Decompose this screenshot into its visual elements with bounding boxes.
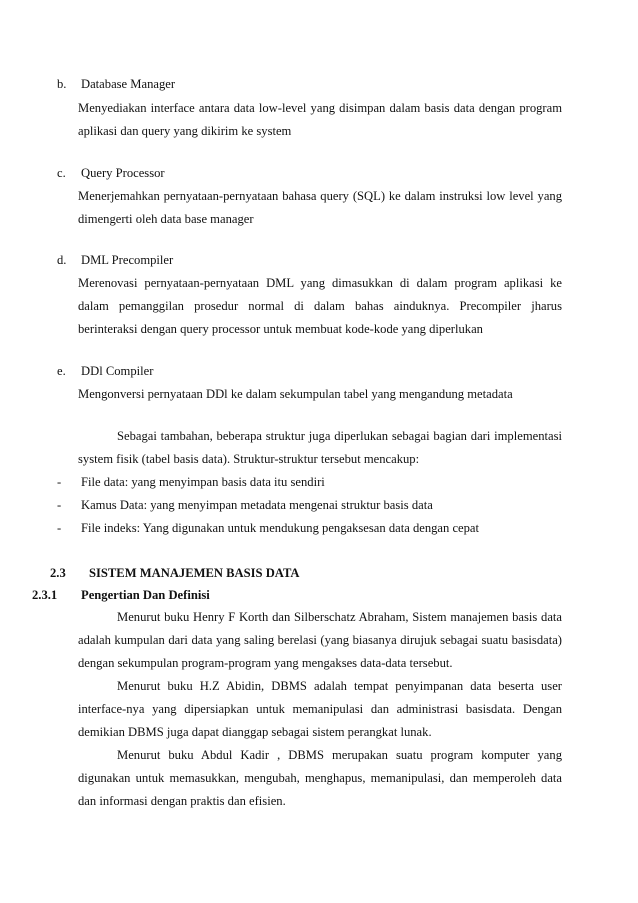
intro-line-2: system fisik (tabel basis data). Struktur-struktur tersebut mencakup:: [78, 452, 420, 466]
item-b-letter: b.: [57, 77, 67, 91]
paragraph-1-line-1: Menurut buku Henry F Korth dan Silberschatz Abraham, Sistem manajemen basis data: [117, 610, 562, 624]
bullet-mark: -: [57, 498, 62, 512]
paragraph-1-line-2: adalah kumpulan dari data yang saling berelasi (yang biasanya dirujuk sebagai suatu basisdata): [78, 633, 562, 647]
item-e-line-1: Mengonversi pernyataan DDl ke dalam sekumpulan tabel yang mengandung metadata: [78, 387, 513, 401]
item-c-line-2: dimengerti oleh data base manager: [78, 212, 254, 226]
item-d-title: DML Precompiler: [81, 253, 174, 267]
bullet-text: File indeks: Yang digunakan untuk mendukung pengaksesan data dengan cepat: [81, 521, 480, 535]
item-e-letter: e.: [57, 364, 66, 378]
item-c-letter: c.: [57, 166, 66, 180]
item-b-title: Database Manager: [81, 77, 176, 91]
item-e-title: DDl Compiler: [81, 364, 154, 378]
paragraph-2-line-1: Menurut buku H.Z Abidin, DBMS adalah tempat penyimpanan data beserta user: [117, 679, 562, 693]
subsection-title: Pengertian Dan Definisi: [81, 588, 210, 602]
paragraph-3-line-2: digunakan untuk memasukkan, mengubah, menghapus, memanipulasi, dan memperoleh data: [78, 771, 562, 785]
bullet-mark: -: [57, 475, 62, 489]
item-d-line-2: dalam pemanggilan prosedur normal di dalam bahas ainduknya. Precompiler jharus: [78, 299, 562, 313]
paragraph-2-line-3: demikian DBMS juga dapat dianggap sebagai sistem perangkat lunak.: [78, 725, 432, 739]
paragraph-2-line-2: interface-nya yang dipersiapkan untuk memanipulasi dan administrasi basisdata. Dengan: [78, 702, 562, 716]
section-number: 2.3: [50, 566, 66, 580]
paragraph-1-line-3: dengan sekumpulan program-program yang mengakses data-data tersebut.: [78, 656, 453, 670]
paragraph-3-line-1: Menurut buku Abdul Kadir , DBMS merupakan suatu program komputer yang: [117, 748, 562, 762]
item-d-line-1: Merenovasi pernyataan-pernyataan DML yang dimasukkan di dalam program aplikasi ke: [78, 276, 562, 290]
bullet-text: Kamus Data: yang menyimpan metadata mengenai struktur basis data: [81, 498, 433, 512]
intro-line-1: Sebagai tambahan, beberapa struktur juga diperlukan sebagai bagian dari implementasi: [117, 429, 562, 443]
bullet-text: File data: yang menyimpan basis data itu sendiri: [81, 475, 325, 489]
item-d-line-3: berinteraksi dengan query processor untuk membuat kode-kode yang diperlukan: [78, 322, 483, 336]
item-d-letter: d.: [57, 253, 67, 267]
bullet-mark: -: [57, 521, 62, 535]
item-c-title: Query Processor: [81, 166, 165, 180]
item-c-line-1: Menerjemahkan pernyataan-pernyataan bahasa query (SQL) ke dalam instruksi low level yang: [78, 189, 562, 203]
item-b-line-1: Menyediakan interface antara data low-level yang disimpan dalam basis data dengan program: [78, 101, 562, 115]
paragraph-3-line-3: dan informasi dengan praktis dan efisien.: [78, 794, 286, 808]
subsection-number: 2.3.1: [32, 588, 58, 602]
section-title: SISTEM MANAJEMEN BASIS DATA: [89, 566, 300, 580]
item-b-line-2: aplikasi dan query yang dikirim ke system: [78, 124, 292, 138]
